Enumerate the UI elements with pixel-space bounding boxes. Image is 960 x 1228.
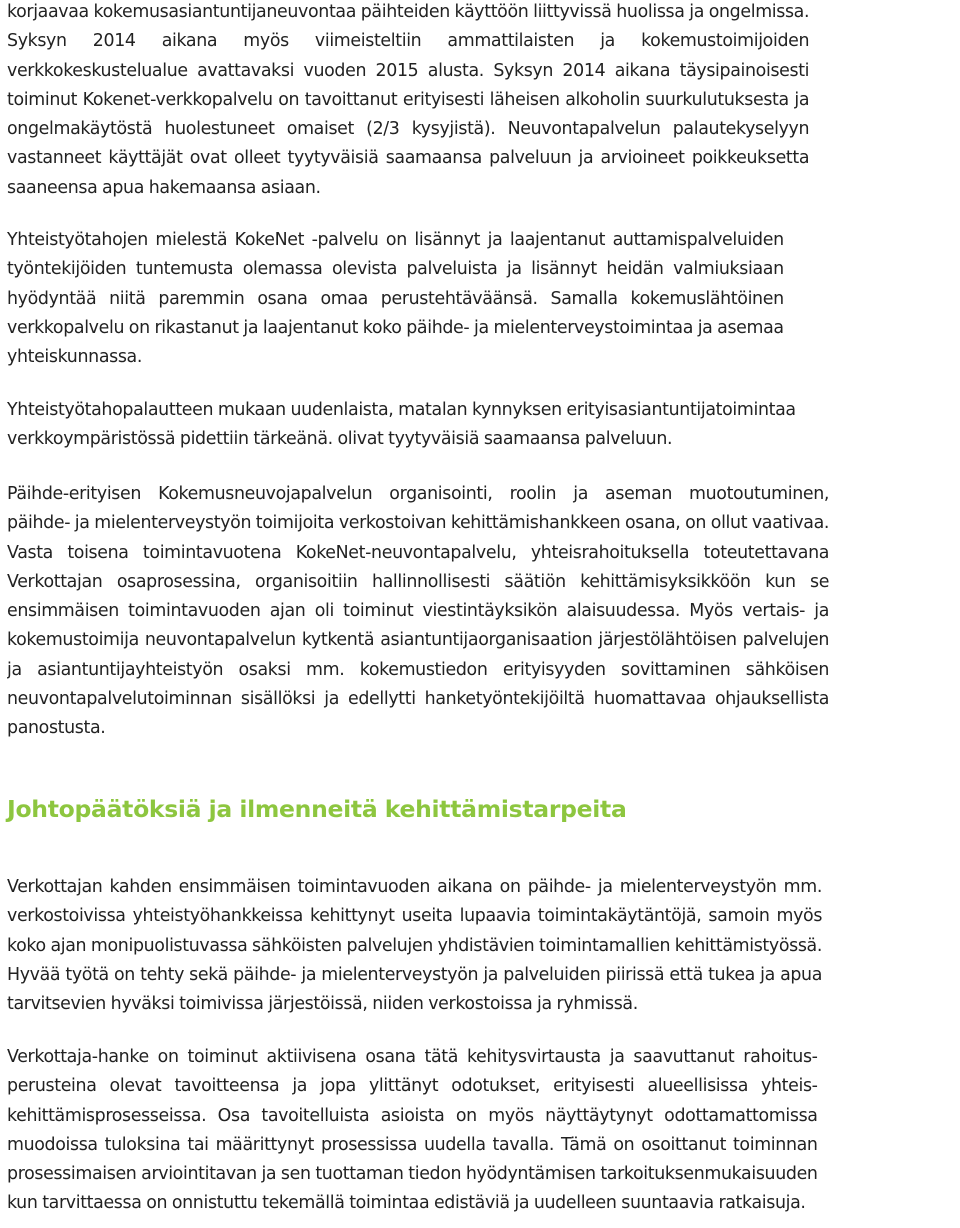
text-line: kun tarvittaessa on onnistuttu tekemällä toimintaa edistäviä ja uudelleen suuntaavia ratkaisuja. [7,1193,806,1214]
text-line: Verkottajan osaprosessina, organisoitiin hallinnollisesti säätiön kehittämisyksikköön kun se [7,571,830,592]
paragraph-partner-view [7,226,784,372]
text-line: Yhteistyötahopalautteen mukaan uudenlaista, matalan kynnyksen erityisasiantuntijatoimintaa [7,400,796,420]
text-line: ja asiantuntijayhteistyön osaksi mm. kokemustiedon erityisyyden sovittaminen sähköisen [7,659,830,680]
text-line: työntekijöiden tuntemusta olemassa olevista palveluista ja lisännyt heidän valmiuksiaan [7,259,784,280]
paragraph-organisation [7,480,829,743]
text-line: koko ajan monipuolistuvassa sähköisten palvelujen yhdistävien toimintamallien kehittämistyössä. [7,935,823,956]
paragraph-project-results [7,1043,818,1219]
text-line: Päihde-erityisen Kokemusneuvojapalvelun organisointi, roolin ja aseman muotoutuminen, [7,484,830,504]
text-line: verkkoympäristössä pidettiin tärkeänä. olivat tyytyväisiä saamaansa palveluun. [7,429,673,450]
text-line: perusteina olevat tavoitteensa ja jopa ylittänyt odotukset, erityisesti alueellisissa yhteis- [7,1076,818,1097]
text-line: korjaavaa kokemusasiantuntijaneuvontaa päihteiden käyttöön liittyvissä huolissa ja ongelmissa. [7,2,810,22]
text-line: verkkokeskustelualue avattavaksi vuoden 2015 alusta. Syksyn 2014 aikana täysipainoisesti [7,60,810,81]
text-line: ongelmakäytöstä huolestuneet omaiset (2/3 kysyjistä). Neuvontapalvelun palautekyselyyn [7,119,810,139]
text-line: Verkottaja-hanke on toiminut aktiivisena osana tätä kehitysvirtausta ja saavuttanut rahoitus- [7,1047,818,1067]
text-line: prosessimaisen arviointitavan ja sen tuottaman tiedon hyödyntämisen tarkoituksenmukaisuuden [7,1164,818,1184]
text-line: tarvitsevien hyväksi toimivissa järjestöissä, niiden verkostoissa ja ryhmissä. [7,994,638,1014]
text-line: Vasta toisena toimintavuotena KokeNet-neuvontapalvelu, yhteisrahoituksella toteutettavana [7,542,830,563]
text-line: panostusta. [7,718,106,738]
paragraph-service-feedback [7,0,809,203]
text-line: yhteiskunnassa. [7,347,143,367]
paragraph-partner-feedback [7,396,796,455]
text-line: verkkopalvelu on rikastanut ja laajentanut koko päihde- ja mielenterveystoimintaa ja asemaa [7,317,784,338]
text-line: muodoissa tuloksina tai määrittynyt prosessissa uudella tavalla. Tämä on osoittanut toiminnan [7,1134,818,1155]
paragraph-conclusions [7,873,822,1019]
text-line: ensimmäisen toimintavuoden ajan oli toiminut viestintäyksikön alaisuudessa. Myös vertais- ja [7,601,830,621]
text-line: neuvontapalvelutoiminnan sisällöksi ja edellytti hanketyöntekijöiltä huomattavaa ohjauksellista [7,688,830,709]
text-line: kehittämisprosesseissa. Osa tavoitelluista asioista on myös näyttäytynyt odottamattomissa [7,1105,818,1126]
text-line: päihde- ja mielenterveystyön toimijoita verkostoivan kehittämishankkeen osana, on ollut vaativaa. [7,513,830,534]
text-line: Hyvää työtä on tehty sekä päihde- ja mielenterveystyön ja palveluiden piirissä että tukea ja apua [7,964,823,985]
text-line: verkostoivissa yhteistyöhankkeissa kehittynyt useita lupaavia toimintakäytäntöjä, samoin myös [7,906,823,927]
section-heading: Johtopäätöksiä ja ilmenneitä kehittämistarpeita [7,795,627,823]
text-line: Syksyn 2014 aikana myös viimeisteltiin ammattilaisten ja kokemustoimijoiden [7,31,810,52]
text-line: hyödyntää niitä paremmin osana omaa perustehtäväänsä. Samalla kokemuslähtöinen [7,288,784,309]
text-line: vastanneet käyttäjät ovat olleet tyytyväisiä saamaansa palveluun ja arvioineet poikkeuksetta [7,148,810,169]
text-line: Verkottajan kahden ensimmäisen toimintavuoden aikana on päihde- ja mielenterveystyön mm. [7,877,823,897]
text-line: saaneensa apua hakemaansa asiaan. [7,177,321,198]
text-line: toiminut Kokenet-verkkopalvelu on tavoittanut erityisesti läheisen alkoholin suurkulutuksesta ja [7,89,810,110]
text-line: Yhteistyötahojen mielestä KokeNet -palvelu on lisännyt ja laajentanut auttamispalveluiden [7,230,784,250]
text-line: kokemustoimija neuvontapalvelun kytkentä asiantuntijaorganisaation järjestölähtöisen palvelujen [7,630,830,651]
